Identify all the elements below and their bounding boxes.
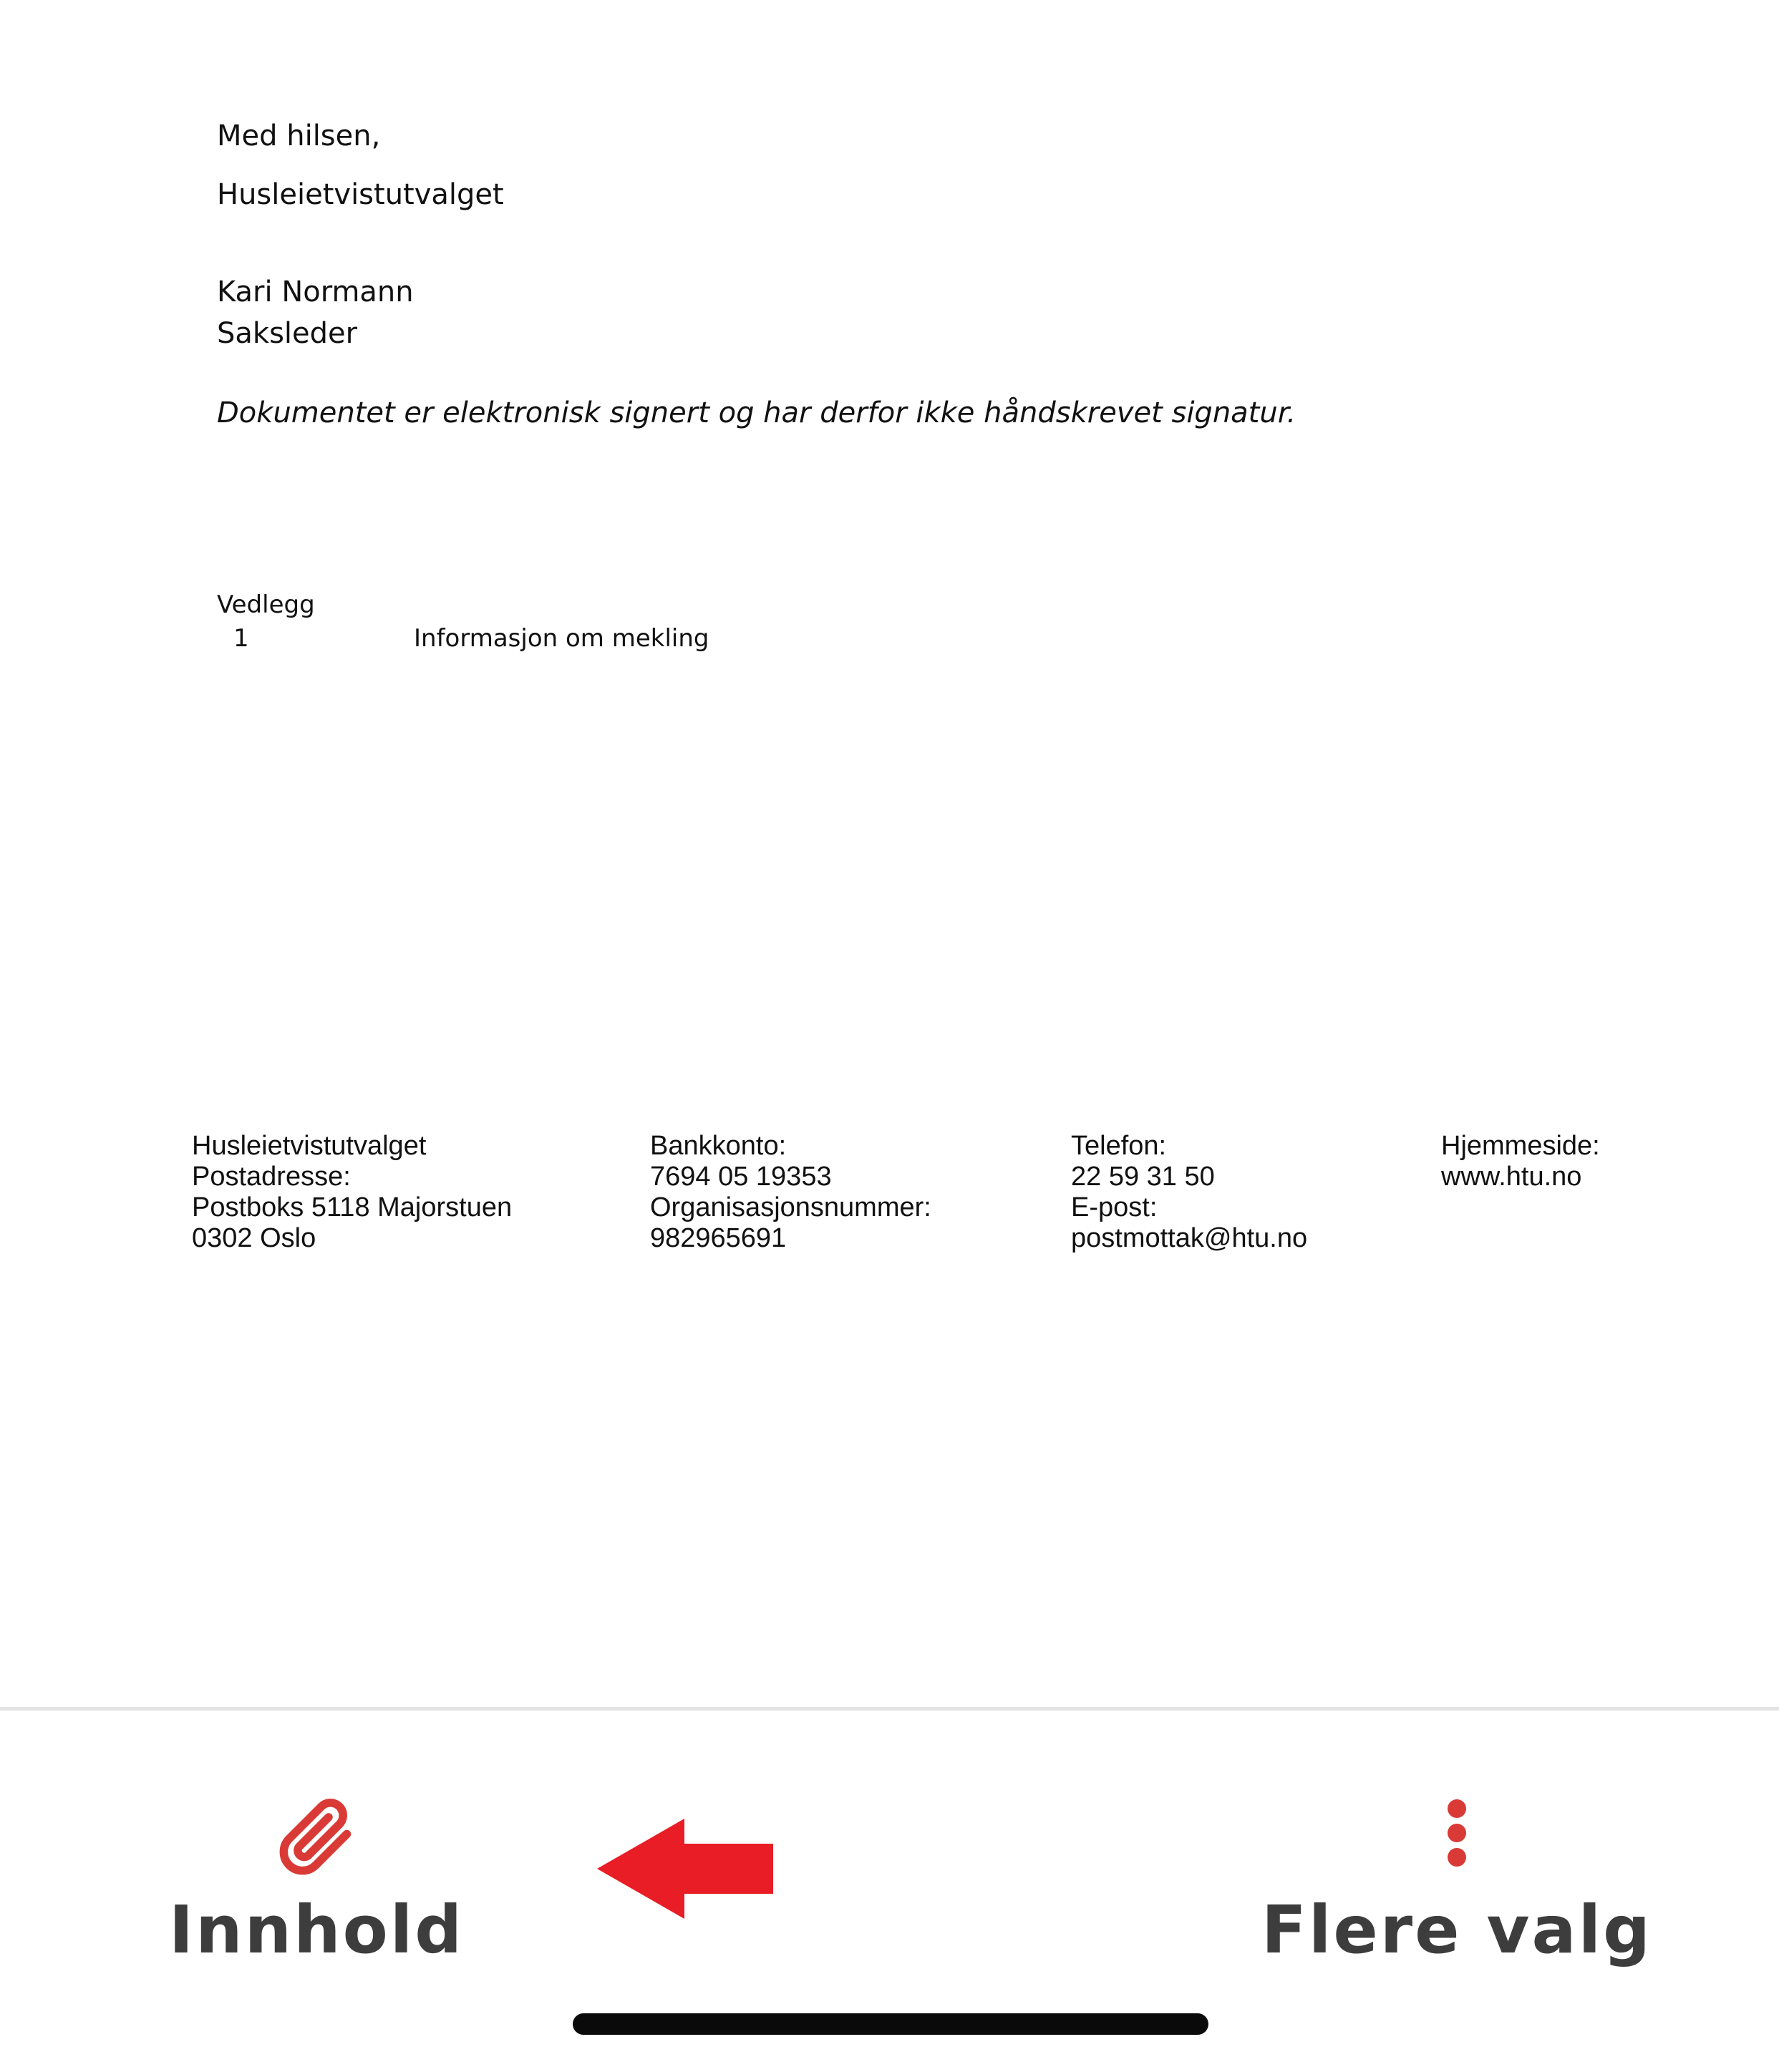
footer-contact-line: 22 59 31 50 [1071,1162,1215,1192]
footer-contact-line: Telefon: [1071,1131,1167,1161]
footer-web-link[interactable]: www.htu.no [1441,1162,1582,1192]
signature-note: Dokumentet er elektronisk signert og har derfor ikke håndskrevet signatur. [217,397,1296,429]
contents-label: Innhold [168,1892,465,1968]
footer-bank-line: 7694 05 19353 [650,1162,832,1192]
attachment-title: Informasjon om mekling [414,624,709,653]
footer-contact [1071,1131,1307,1254]
letter-greeting: Med hilsen, [217,120,381,152]
more-vertical-icon [1443,1793,1471,1886]
contents-button[interactable] [168,1793,465,1968]
footer-bank-line: 982965691 [650,1223,787,1253]
footer-address-line: Postadresse: [192,1162,351,1192]
more-options-label: Flere valg [1261,1892,1653,1968]
home-indicator[interactable] [573,2013,1208,2035]
footer-bank-line: Organisasjonsnummer: [650,1192,931,1222]
footer-address-line: Postboks 5118 Majorstuen [192,1192,513,1222]
footer-contact-email[interactable]: postmottak@htu.no [1071,1223,1308,1253]
footer-address [192,1131,512,1254]
footer-address-line: Husleietvistutvalget [192,1131,427,1161]
more-options-button[interactable] [1261,1793,1653,1968]
footer-web-line: Hjemmeside: [1441,1131,1600,1161]
footer-bank-line: Bankkonto: [650,1131,787,1161]
footer-contact-line: E-post: [1071,1192,1158,1222]
letter-organisation: Husleietvistutvalget [217,178,504,211]
attachment-number: 1 [233,624,249,653]
paperclip-icon [273,1793,359,1886]
signer-name: Kari Normann [217,276,414,308]
footer-bank [650,1131,931,1254]
attachments-heading: Vedlegg [217,590,315,619]
footer-address-line: 0302 Oslo [192,1223,316,1253]
signer-role: Saksleder [217,317,358,350]
arrow-left-icon [597,1819,773,1919]
footer-web [1441,1131,1600,1192]
